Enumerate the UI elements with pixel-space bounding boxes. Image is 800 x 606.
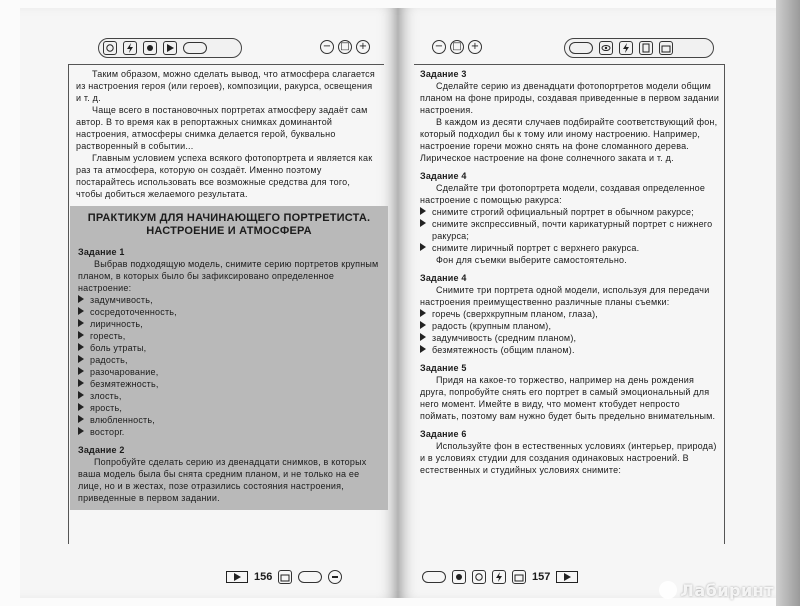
task-3-label: Задание 3 bbox=[420, 69, 467, 79]
practicum-content bbox=[78, 204, 380, 504]
intro-paragraph: Таким образом, можно сделать вывод, что атмосфера слагается из настроения героя (или героев), композиции, ракурса, освещения и т. д. bbox=[76, 69, 375, 103]
task-2-text: Попробуйте сделать серию из двенадцати снимков, в которых ваша модель была бы снята средним планом, и не только на ее лице, но и в жестах, позе отразились состояния настроения, приведенные в первом задании. bbox=[78, 457, 367, 503]
play-icon[interactable] bbox=[163, 41, 177, 55]
task-1-label: Задание 1 bbox=[78, 247, 125, 257]
right-zoom-controls bbox=[432, 40, 482, 54]
page-edge bbox=[776, 0, 800, 606]
left-page bbox=[20, 8, 398, 598]
list-item: снимите экспрессивный, почти карикатурный портрет с нижнего ракурса; bbox=[420, 218, 720, 242]
list-item: безмятежность (общим планом). bbox=[420, 344, 720, 356]
list-item: лиричность, bbox=[78, 318, 380, 330]
page-number: 156 bbox=[254, 571, 273, 583]
refresh-icon[interactable] bbox=[103, 41, 117, 55]
toggle-icon[interactable] bbox=[183, 42, 207, 54]
eye-icon[interactable] bbox=[599, 41, 613, 55]
right-footer bbox=[422, 570, 578, 584]
zoom-in-icon[interactable]: + bbox=[356, 40, 370, 54]
list-item: горесть, bbox=[78, 330, 380, 342]
list-item: разочарование, bbox=[78, 366, 380, 378]
right-page bbox=[398, 8, 776, 598]
toggle-icon[interactable] bbox=[298, 571, 322, 583]
list-item: снимите строгий официальный портрет в обычном ракурсе; bbox=[420, 206, 720, 218]
list-item: задумчивость, bbox=[78, 294, 380, 306]
frame-left-line bbox=[68, 64, 69, 544]
list-item: боль утраты, bbox=[78, 342, 380, 354]
list-item: влюбленность, bbox=[78, 414, 380, 426]
page-number: 157 bbox=[532, 571, 551, 583]
zoom-fit-icon[interactable]: □ bbox=[450, 40, 464, 54]
record-icon[interactable] bbox=[452, 570, 466, 584]
right-content bbox=[420, 68, 720, 476]
task-4b-label: Задание 4 bbox=[420, 273, 467, 283]
record-icon[interactable] bbox=[143, 41, 157, 55]
task-4-after: Фон для съемки выберите самостоятельно. bbox=[436, 255, 627, 265]
folder-icon[interactable] bbox=[659, 41, 673, 55]
task-3-text: Сделайте серию из двенадцати фотопортретов модели общим планом на фоне природы, создавая приведенные в первом задании настроения. bbox=[420, 81, 720, 115]
left-intro bbox=[76, 68, 376, 200]
right-toolbar bbox=[564, 38, 714, 58]
frame-top-line bbox=[414, 64, 724, 65]
task-4-text: Сделайте три фотопортрета модели, создавая определенное настроение с помощью ракурса: bbox=[420, 183, 706, 205]
task-1-text: Выбрав подходящую модель, снимите серию портретов крупным планом, в которых было бы зафиксировано определенное настроение: bbox=[78, 259, 379, 293]
task-5-text: Придя на какое-то торжество, например на день рождения друга, попробуйте снять его портрет в самый эмоциональный для него момент. Имейте в виду, что момент ктобудет непросто поймать, поэтому вам нужно будет быть предельно внимательным. bbox=[420, 375, 716, 421]
task-4b-text: Снимите три портрета одной модели, используя для передачи настроения преимущественно различные планы съемки: bbox=[420, 285, 710, 307]
zoom-out-icon[interactable]: − bbox=[432, 40, 446, 54]
page-icon[interactable] bbox=[639, 41, 653, 55]
list-item: радость (крупным планом), bbox=[420, 320, 720, 332]
labirint-watermark: Лабиринт bbox=[659, 581, 774, 600]
battery-icon[interactable] bbox=[569, 42, 593, 54]
zoom-out-icon[interactable]: − bbox=[320, 40, 334, 54]
list-item: злость, bbox=[78, 390, 380, 402]
toggle-icon[interactable] bbox=[422, 571, 446, 583]
task-6-label: Задание 6 bbox=[420, 429, 467, 439]
list-item: восторг. bbox=[78, 426, 380, 438]
list-item: сосредоточенность, bbox=[78, 306, 380, 318]
task-5-label: Задание 5 bbox=[420, 363, 467, 373]
intro-paragraph: Главным условием успеха всякого фотопортрета и является как раз та атмосфера, которую он создаёт. Именно поэтому постарайтесь использовать все возможные средства для того, чтобы добиться желаемого результата. bbox=[76, 153, 373, 199]
zoom-in-icon[interactable]: + bbox=[468, 40, 482, 54]
left-zoom-controls bbox=[320, 40, 370, 54]
stop-icon[interactable] bbox=[328, 570, 342, 584]
left-toolbar bbox=[98, 38, 242, 58]
list-item: радость, bbox=[78, 354, 380, 366]
flash-icon[interactable] bbox=[619, 41, 633, 55]
list-item: снимите лиричный портрет с верхнего ракурса. bbox=[420, 242, 720, 254]
frame-right-line bbox=[724, 64, 725, 544]
list-item: ярость, bbox=[78, 402, 380, 414]
frame-top-line bbox=[68, 64, 384, 65]
list-item: горечь (сверхкрупным планом, глаза), bbox=[420, 308, 720, 320]
section-title: ПРАКТИКУМ ДЛЯ НАЧИНАЮЩЕГО ПОРТРЕТИСТА. НАСТРОЕНИЕ И АТМОСФЕРА bbox=[87, 212, 371, 237]
labirint-logo-icon bbox=[659, 581, 677, 599]
list-item: безмятежность, bbox=[78, 378, 380, 390]
left-footer bbox=[226, 570, 342, 584]
task-3-text-2: В каждом из десяти случаев подбирайте соответствующий фон, который подходил бы к тому или иному настроению. Например, настроение горечи можно снять на фоне сломанного дерева. Лирическое настроение на фоне солнечного заката и т. д. bbox=[420, 117, 718, 163]
play-icon[interactable] bbox=[226, 571, 248, 583]
task-6-text: Используйте фон в естественных условиях (интерьер, природа) и в условиях студии для создания одинаковых настроений. В естественных и студийных условиях снимите: bbox=[420, 441, 717, 475]
lightning-icon[interactable] bbox=[492, 570, 506, 584]
folder-icon[interactable] bbox=[278, 570, 292, 584]
folder-icon[interactable] bbox=[512, 570, 526, 584]
lightning-icon[interactable] bbox=[123, 41, 137, 55]
task-2-label: Задание 2 bbox=[78, 445, 125, 455]
intro-paragraph: Чаще всего в постановочных портретах атмосферу задаёт сам автор. В то время как в репортажных снимках доминантой настроения, атмосферы снимка делается герой, буквально растворенный в событии... bbox=[76, 105, 368, 151]
refresh-icon[interactable] bbox=[472, 570, 486, 584]
list-item: задумчивость (средним планом), bbox=[420, 332, 720, 344]
task-4-label: Задание 4 bbox=[420, 171, 467, 181]
zoom-fit-icon[interactable]: □ bbox=[338, 40, 352, 54]
play-icon[interactable] bbox=[556, 571, 578, 583]
